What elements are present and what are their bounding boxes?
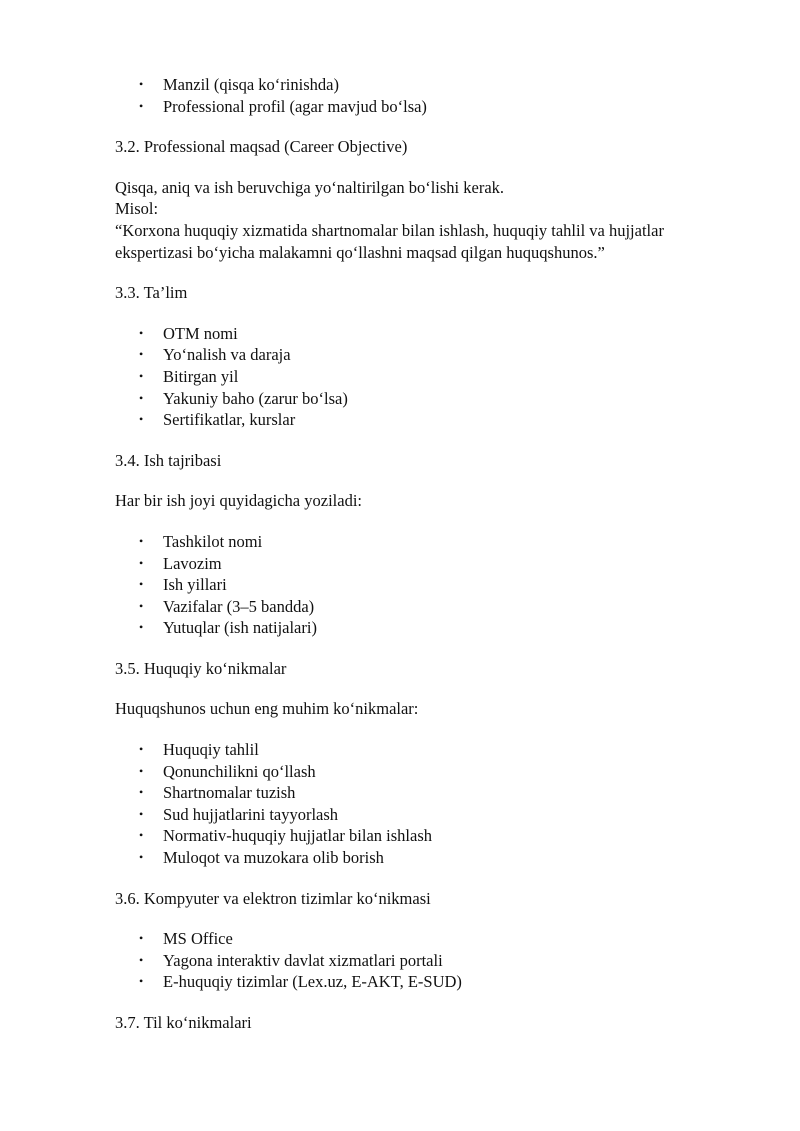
list-item: • Tashkilot nomi [139,531,263,551]
bullet-icon: • [139,952,144,967]
list-item: • Yakuniy baho (zarur bo‘lsa) [139,388,348,408]
paragraph-line: “Korxona huquqiy xizmatida shartnomalar bilan ishlash, huquqiy tahlil va hujjatlar [115,220,664,240]
career-objective-text [115,177,765,263]
list-item: • Professional profil (agar mavjud bo‘lsa) [139,96,427,116]
paragraph-line: Misol: [115,199,159,219]
bullet-icon: • [139,850,144,865]
list-item: • Lavozim [139,553,222,573]
section-heading-work-experience: 3.4. Ish tajribasi [115,450,222,470]
list-item: • Yutuqlar (ish natijalari) [139,618,317,638]
list-item: • Sud hujjatlarini tayyorlash [139,804,339,824]
list-item: • Yagona interaktiv davlat xizmatlari portali [139,950,443,970]
document-page [115,74,765,1034]
bullet-icon: • [139,368,144,383]
bullet-icon: • [139,763,144,778]
bullet-icon: • [139,77,144,91]
list-item: • Normativ-huquqiy hujjatlar bilan ishlash [139,826,432,846]
bullet-icon: • [139,577,144,592]
list-item: • Qonunchilikni qo‘llash [139,761,316,781]
bullet-icon: • [139,598,144,613]
list-item: • Yo‘nalish va daraja [139,345,291,365]
bullet-icon: • [139,620,144,635]
section-heading-computer-skills: 3.6. Kompyuter va elektron tizimlar ko‘nikmasi [115,888,431,908]
list-item: • Vazifalar (3–5 bandda) [139,596,315,616]
paragraph-line: Qisqa, aniq va ish beruvchiga yo‘naltirilgan bo‘lishi kerak. [115,177,505,197]
bullet-icon: • [139,390,144,405]
section-heading-career-objective: 3.2. Professional maqsad (Career Objective) [115,137,408,157]
list-item: • Manzil (qisqa ko‘rinishda) [139,75,339,94]
bullet-icon: • [139,325,144,340]
list-item: • Shartnomalar tuzish [139,783,296,803]
computer-skills-list [115,928,765,993]
bullet-icon: • [139,828,144,843]
contact-list [115,74,765,117]
bullet-icon: • [139,98,144,113]
list-item: • OTM nomi [139,323,238,343]
bullet-icon: • [139,742,144,757]
bullet-icon: • [139,555,144,570]
list-item: • Bitirgan yil [139,366,239,386]
bullet-icon: • [139,347,144,362]
section-heading-legal-skills: 3.5. Huquqiy ko‘nikmalar [115,658,287,678]
bullet-icon: • [139,785,144,800]
list-item: • Sertifikatlar, kurslar [139,410,296,430]
section-heading-language-skills: 3.7. Til ko‘nikmalari [115,1013,252,1032]
bullet-icon: • [139,533,144,548]
list-item: • MS Office [139,929,233,949]
work-experience-intro: Har bir ish joyi quyidagicha yoziladi: [115,491,362,511]
legal-skills-list [115,739,765,869]
list-item: • Muloqot va muzokara olib borish [139,848,384,868]
list-item: • Huquqiy tahlil [139,740,259,760]
bullet-icon: • [139,931,144,946]
bullet-icon: • [139,806,144,821]
legal-skills-intro: Huquqshunos uchun eng muhim ko‘nikmalar: [115,699,419,719]
paragraph-line: ekspertizasi bo‘yicha malakamni qo‘llashni maqsad qilgan huquqshunos.” [115,242,605,262]
bullet-icon: • [139,974,144,989]
bullet-icon: • [139,412,144,427]
education-list [115,323,765,431]
list-item: • E-huquqiy tizimlar (Lex.uz, E-AKT, E-SUD) [139,972,462,992]
work-experience-list [115,531,765,639]
section-heading-education: 3.3. Ta’lim [115,283,188,303]
list-item: • Ish yillari [139,575,227,595]
